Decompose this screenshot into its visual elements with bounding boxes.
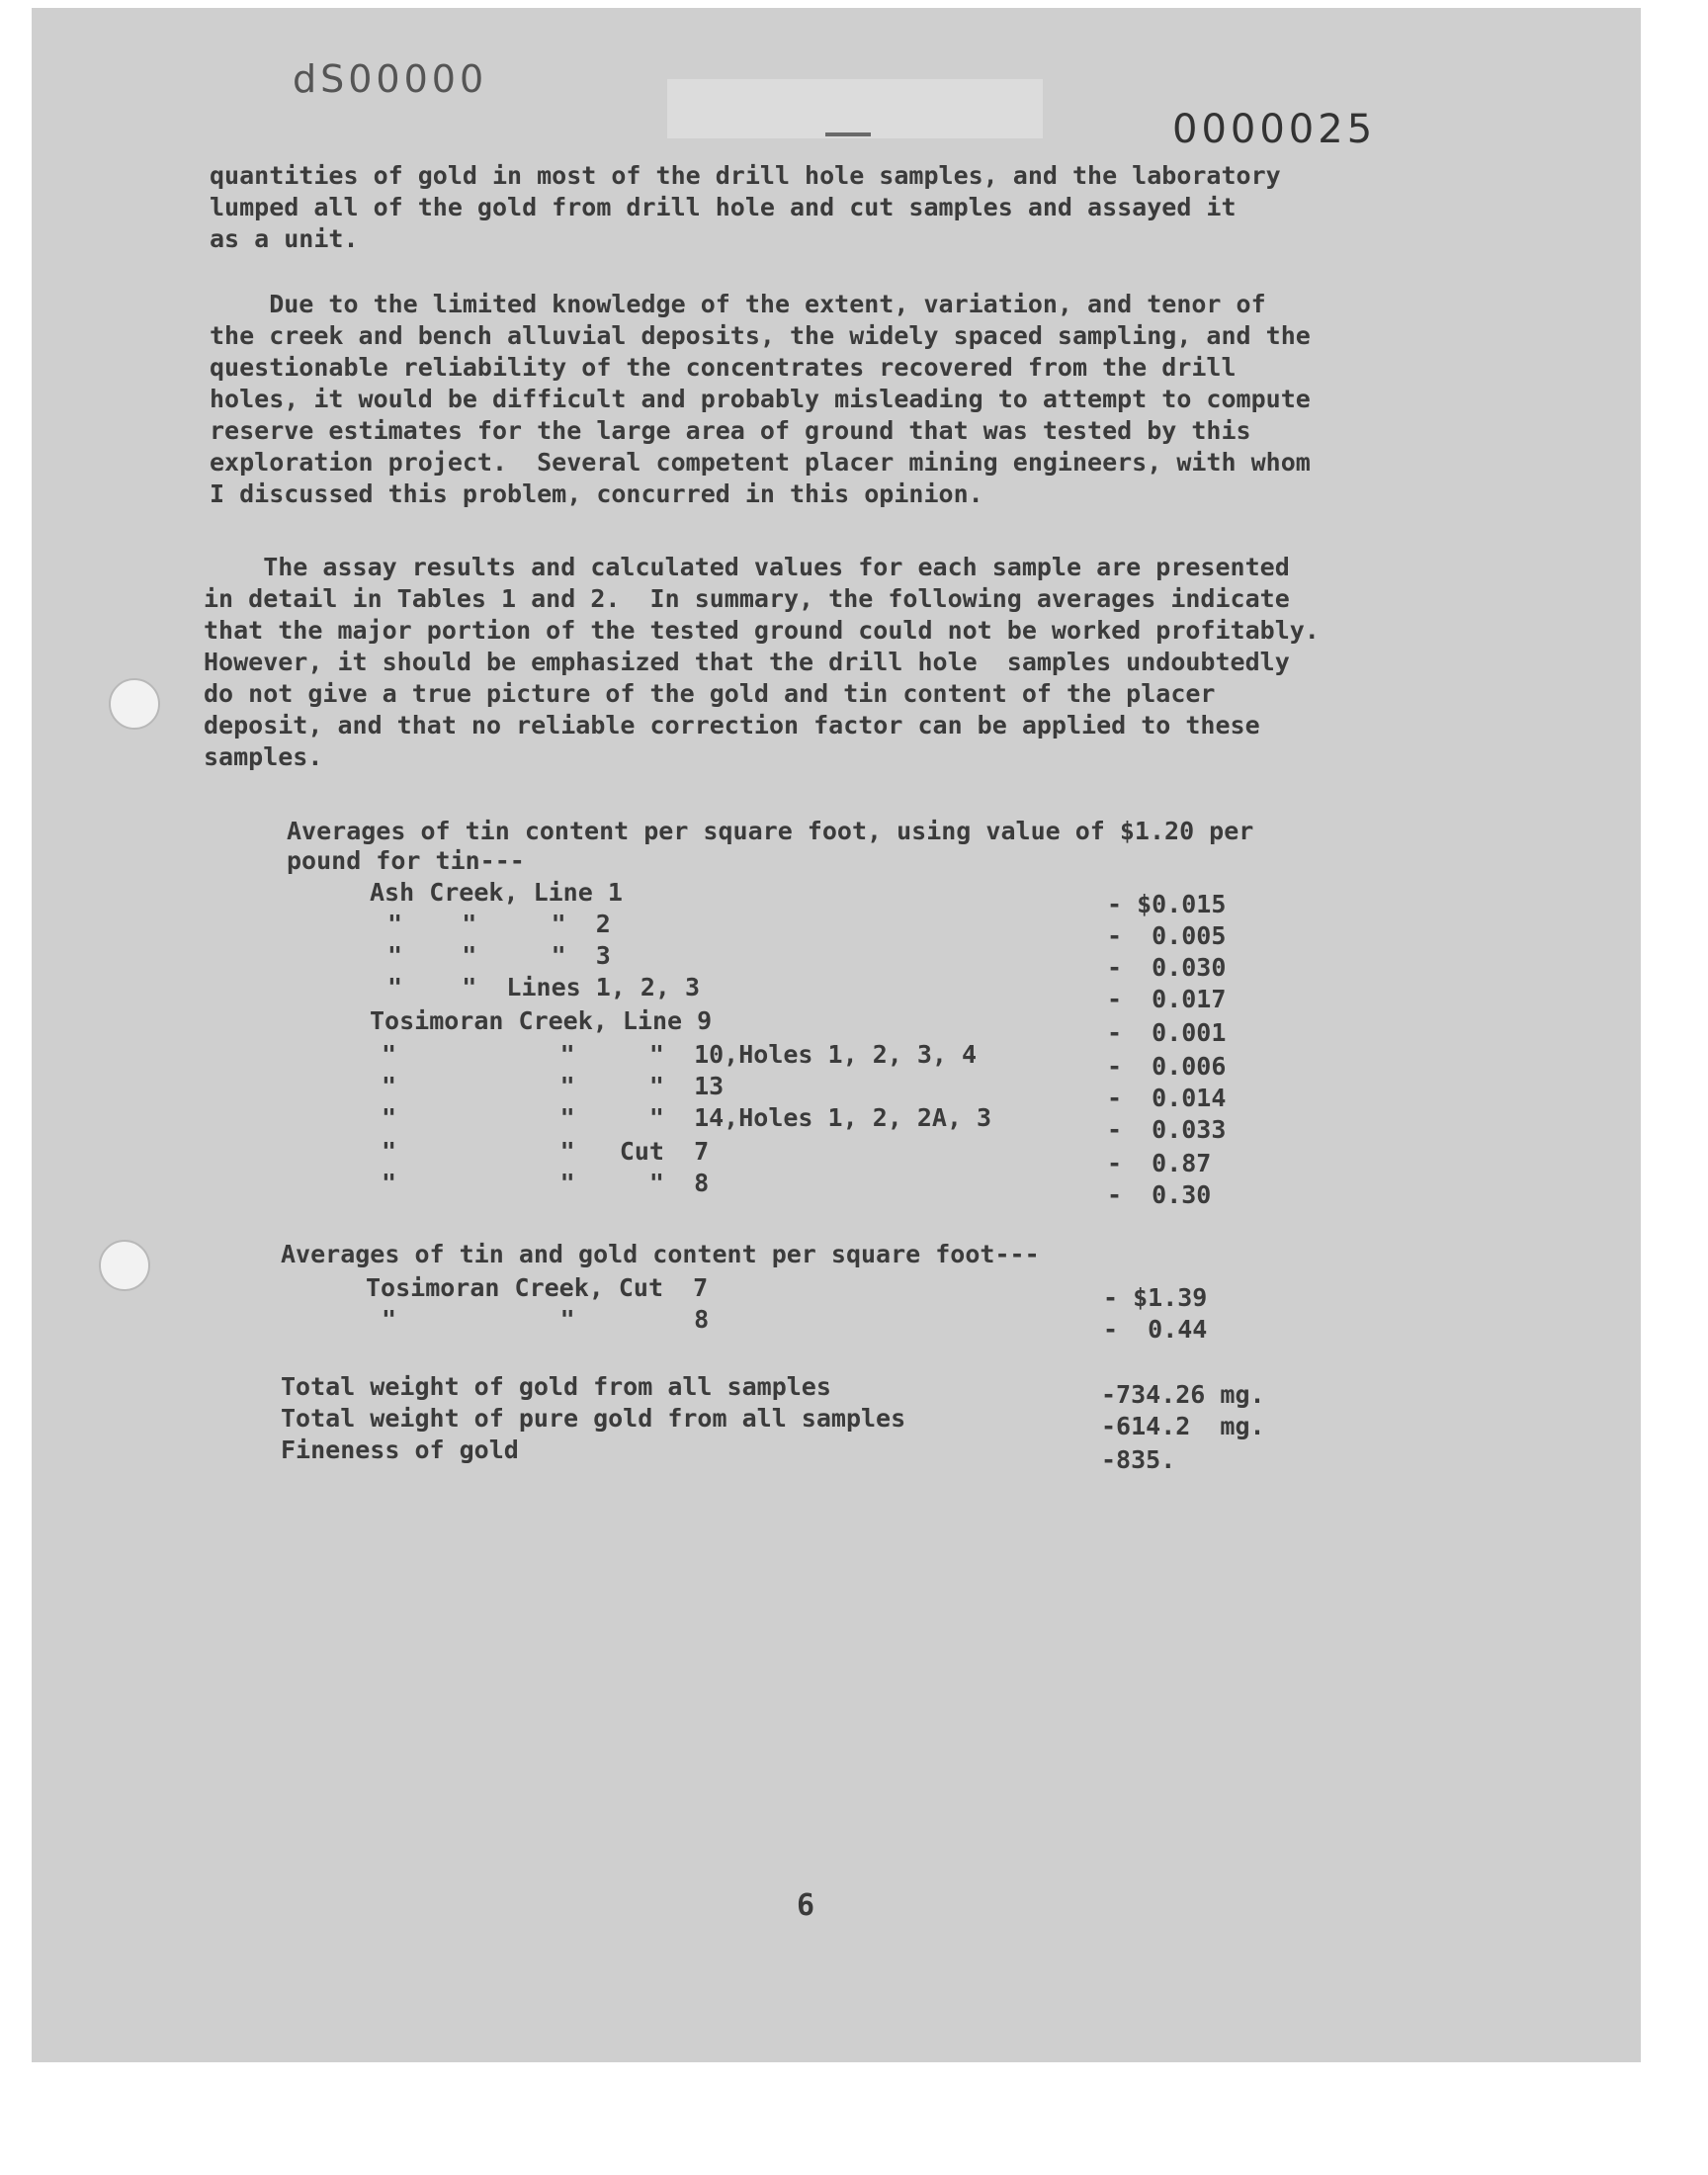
paragraph-line: in detail in Tables 1 and 2. In summary, the following averages indicate (204, 584, 1290, 613)
paragraph-line: that the major portion of the tested ground could not be worked profitably. (204, 616, 1320, 645)
tin-row-label: " " Lines 1, 2, 3 (387, 973, 701, 1001)
paragraph-line: I discussed this problem, concurred in this opinion. (210, 479, 983, 508)
tin-row-label: " " Cut 7 (382, 1137, 710, 1166)
tin-row-label: " " " 8 (382, 1169, 710, 1197)
total-row-value: -734.26 mg. (1101, 1380, 1265, 1409)
tin-row-label: " " " 10,Holes 1, 2, 3, 4 (382, 1040, 978, 1069)
tin-gold-row-value: - $1.39 (1103, 1283, 1208, 1312)
page-number: 6 (797, 1888, 815, 1923)
paragraph-line: samples. (204, 742, 323, 771)
paragraph-1 (210, 160, 1281, 255)
paragraph-line: lumped all of the gold from drill hole and cut samples and assayed it (210, 193, 1237, 221)
stamp-left: dS00000 (293, 57, 488, 101)
paragraph-line: exploration project. Several competent placer mining engineers, with whom (210, 448, 1311, 477)
paragraph-line: deposit, and that no reliable correction factor can be applied to these (204, 711, 1260, 740)
paragraph-3 (204, 552, 1320, 773)
tin-row-label: Tosimoran Creek, Line 9 (370, 1006, 713, 1035)
tin-row-value: - 0.005 (1107, 921, 1227, 950)
tin-gold-row-label: " " 8 (382, 1305, 710, 1334)
total-row-label: Total weight of pure gold from all samples (281, 1404, 906, 1433)
paragraph-line: reserve estimates for the large area of ground that was tested by this (210, 416, 1251, 445)
paragraph-line: do not give a true picture of the gold and tin content of the placer (204, 679, 1216, 708)
tin-row-label: " " " 2 (387, 910, 611, 938)
tin-row-value: - 0.006 (1107, 1052, 1227, 1081)
stamp-right: 0000025 (1172, 107, 1377, 152)
tin-row-label: " " " 3 (387, 941, 611, 970)
tin-row-label: " " " 14,Holes 1, 2, 2A, 3 (382, 1103, 992, 1132)
paragraph-line: The assay results and calculated values for each sample are presented (204, 553, 1290, 581)
paragraph-line: as a unit. (210, 224, 359, 253)
tin-row-value: - 0.017 (1107, 985, 1227, 1013)
total-row-label: Fineness of gold (281, 1436, 519, 1464)
tin-gold-row-value: - 0.44 (1103, 1315, 1208, 1344)
paragraph-line: However, it should be emphasized that the drill hole samples undoubtedly (204, 648, 1290, 676)
tin-row-label: " " " 13 (382, 1072, 725, 1100)
tin-row-value: - 0.87 (1107, 1149, 1212, 1177)
scan-smudge (667, 79, 1043, 138)
tin-row-value: - 0.033 (1107, 1115, 1227, 1144)
total-row-value: -835. (1101, 1445, 1176, 1474)
punch-hole-bottom (99, 1240, 150, 1291)
tin-averages-heading-cont: pound for tin--- (287, 846, 525, 875)
total-row-label: Total weight of gold from all samples (281, 1372, 831, 1401)
tin-row-value: - 0.001 (1107, 1018, 1227, 1047)
tin-averages-heading: Averages of tin content per square foot, using value of $1.20 per (287, 817, 1254, 845)
scan-mark (825, 132, 871, 136)
paragraph-line: Due to the limited knowledge of the extent, variation, and tenor of (210, 290, 1266, 318)
paragraph-line: questionable reliability of the concentrates recovered from the drill (210, 353, 1237, 382)
tin-row-value: - 0.030 (1107, 953, 1227, 982)
tin-gold-averages-heading: Averages of tin and gold content per square foot--- (281, 1240, 1040, 1268)
total-row-value: -614.2 mg. (1101, 1412, 1265, 1440)
tin-gold-row-label: Tosimoran Creek, Cut 7 (366, 1273, 709, 1302)
tin-row-value: - 0.30 (1107, 1180, 1212, 1209)
tin-row-value: - $0.015 (1107, 890, 1227, 918)
paragraph-line: quantities of gold in most of the drill hole samples, and the laboratory (210, 161, 1281, 190)
tin-row-label: Ash Creek, Line 1 (370, 878, 623, 907)
tin-row-value: - 0.014 (1107, 1084, 1227, 1112)
paragraph-2 (210, 289, 1311, 510)
paragraph-line: the creek and bench alluvial deposits, the widely spaced sampling, and the (210, 321, 1311, 350)
punch-hole-top (109, 678, 160, 730)
paragraph-line: holes, it would be difficult and probably misleading to attempt to compute (210, 385, 1311, 413)
